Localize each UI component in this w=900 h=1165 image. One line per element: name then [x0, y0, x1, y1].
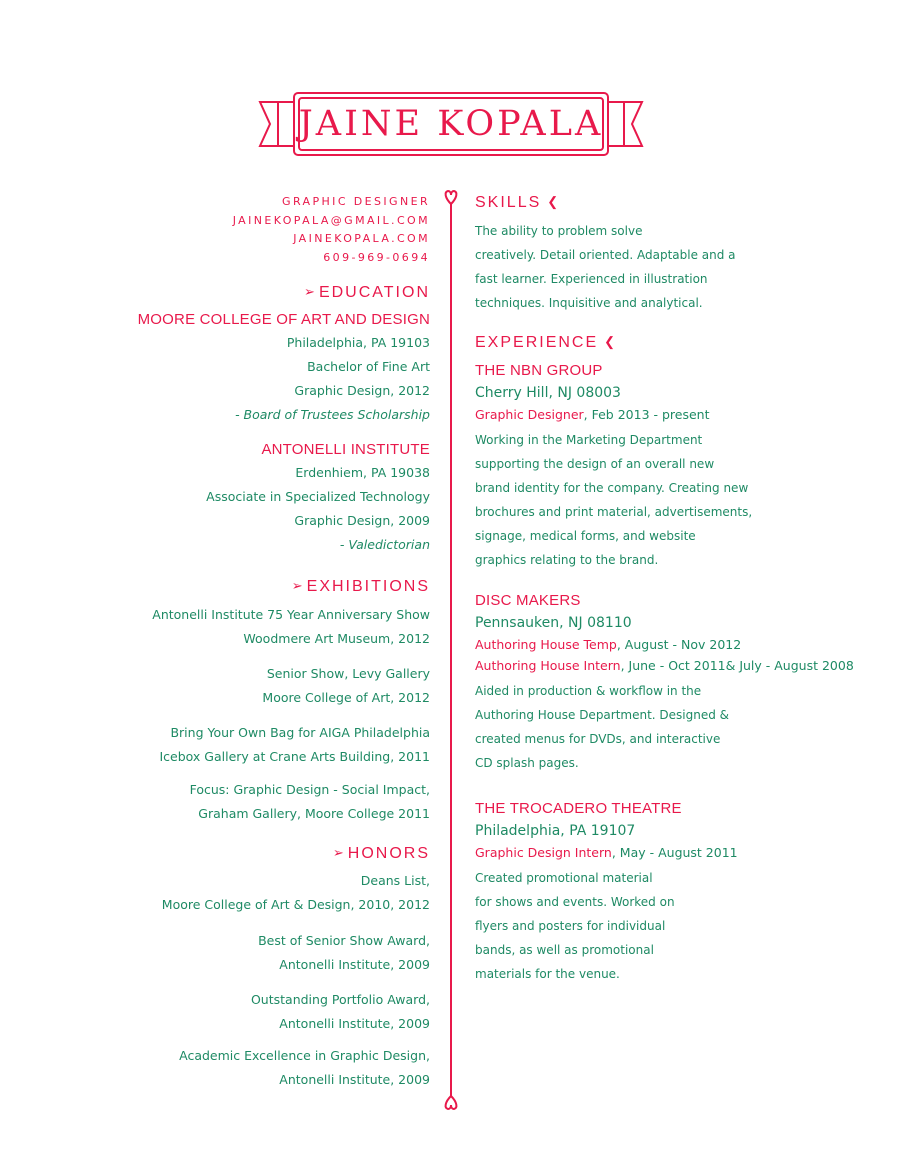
- job-role: Authoring House Temp, August - Nov 2012: [475, 637, 742, 652]
- center-divider: [443, 190, 459, 1110]
- text-line: Working in the Marketing Department: [475, 433, 703, 447]
- skills-text: [475, 219, 736, 315]
- contact-block: [233, 193, 430, 267]
- job-role: Graphic Designer, Feb 2013 - present: [475, 407, 710, 422]
- text-line: signage, medical forms, and website: [475, 529, 696, 543]
- honor-source: Antonelli Institute, 2009: [279, 957, 430, 972]
- exhibition-venue: Moore College of Art, 2012: [262, 690, 430, 705]
- company-location: Cherry Hill, NJ 08003: [475, 385, 621, 401]
- job-title: GRAPHIC DESIGNER: [282, 195, 430, 208]
- exhibition-title: Focus: Graphic Design - Social Impact,: [189, 782, 430, 797]
- job-role: Graphic Design Intern, May - August 2011: [475, 845, 738, 860]
- page-title: JAINE KOPALA: [298, 104, 604, 144]
- honor-title: Outstanding Portfolio Award,: [250, 992, 430, 1007]
- school-field: Graphic Design, 2012: [294, 383, 430, 398]
- honor-title: Deans List,: [360, 873, 430, 888]
- text-line: brochures and print material, advertisements,: [475, 505, 753, 519]
- arrow-left-icon: ❮: [604, 334, 616, 349]
- honor-title: Best of Senior Show Award,: [258, 933, 430, 948]
- exhibition-item: [262, 662, 430, 710]
- honor-item: [162, 869, 430, 917]
- exhibition-venue: Woodmere Art Museum, 2012: [243, 631, 430, 646]
- text-line: for shows and events. Worked on: [475, 895, 675, 909]
- name-banner: [258, 92, 644, 156]
- exhibition-title: Antonelli Institute 75 Year Anniversary Show: [152, 607, 430, 622]
- honor-source: Antonelli Institute, 2009: [279, 1072, 430, 1087]
- text-line: flyers and posters for individual: [475, 919, 666, 933]
- school-location: Erdenhiem, PA 19038: [295, 465, 430, 480]
- arrow-right-icon: ➢: [304, 284, 315, 299]
- education-heading: ➢ EDUCATION: [304, 284, 430, 301]
- job-entry: [475, 800, 738, 986]
- text-line: brand identity for the company. Creating new: [475, 481, 749, 495]
- phone-number: 609-969-0694: [323, 250, 430, 264]
- education-school: [206, 441, 430, 557]
- website-link[interactable]: JAINEKOPALA.COM: [293, 232, 430, 245]
- text-line: creatively. Detail oriented. Adaptable and a: [475, 248, 736, 262]
- company-name: THE TROCADERO THEATRE: [475, 800, 682, 817]
- text-line: techniques. Inquisitive and analytical.: [475, 296, 703, 310]
- text-line: fast learner. Experienced in illustration: [475, 272, 708, 286]
- exhibition-item: [159, 721, 430, 769]
- text-line: created menus for DVDs, and interactive: [475, 732, 721, 746]
- text-line: materials for the venue.: [475, 967, 620, 981]
- honor-item: [251, 988, 430, 1036]
- text-line: bands, as well as promotional: [475, 943, 654, 957]
- school-name: ANTONELLI INSTITUTE: [261, 441, 430, 458]
- text-line: The ability to problem solve: [475, 224, 643, 238]
- company-name: DISC MAKERS: [475, 592, 581, 609]
- school-field: Graphic Design, 2009: [294, 513, 430, 528]
- arrow-right-icon: ➢: [332, 845, 344, 860]
- job-role: Authoring House Intern, June - Oct 2011& July - August 2008: [475, 658, 854, 673]
- school-award: - Board of Trustees Scholarship: [235, 407, 430, 422]
- school-degree: Associate in Specialized Technology: [206, 489, 430, 504]
- school-degree: Bachelor of Fine Art: [307, 359, 430, 374]
- honor-title: Academic Excellence in Graphic Design,: [179, 1048, 430, 1063]
- text-line: Created promotional material: [475, 871, 653, 885]
- email-link[interactable]: JAINEKOPALA@GMAIL.COM: [232, 213, 430, 227]
- skills-heading: SKILLS ❮: [475, 194, 559, 211]
- exhibitions-heading: ➢ EXHIBITIONS: [291, 578, 430, 595]
- exhibition-venue: Icebox Gallery at Crane Arts Building, 2011: [159, 749, 430, 764]
- education-school: [138, 311, 430, 427]
- exhibition-item: [190, 778, 430, 826]
- exhibition-venue: Graham Gallery, Moore College 2011: [198, 806, 430, 821]
- text-line: graphics relating to the brand.: [475, 553, 659, 567]
- honor-source: Moore College of Art & Design, 2010, 2012: [161, 897, 430, 912]
- job-entry: [475, 362, 752, 572]
- company-location: Philadelphia, PA 19107: [475, 823, 636, 839]
- school-name: MOORE COLLEGE OF ART AND DESIGN: [137, 311, 430, 328]
- school-award: - Valedictorian: [339, 537, 430, 552]
- company-name: THE NBN GROUP: [475, 362, 603, 379]
- experience-heading: EXPERIENCE ❮: [475, 334, 616, 351]
- text-line: CD splash pages.: [475, 756, 579, 770]
- text-line: supporting the design of an overall new: [475, 457, 715, 471]
- arrow-left-icon: ❮: [547, 194, 559, 209]
- honor-source: Antonelli Institute, 2009: [279, 1016, 430, 1031]
- text-line: Aided in production & workflow in the: [475, 684, 702, 698]
- honors-heading: ➢ HONORS: [332, 845, 430, 862]
- honor-item: [179, 1044, 430, 1092]
- exhibition-title: Senior Show, Levy Gallery: [266, 666, 430, 681]
- school-location: Philadelphia, PA 19103: [286, 335, 430, 350]
- honor-item: [258, 929, 430, 977]
- company-location: Pennsauken, NJ 08110: [475, 615, 632, 631]
- exhibition-item: [152, 603, 430, 651]
- exhibition-title: Bring Your Own Bag for AIGA Philadelphia: [170, 725, 430, 740]
- arrow-right-icon: ➢: [291, 578, 303, 593]
- job-entry: [475, 592, 854, 775]
- text-line: Authoring House Department. Designed &: [475, 708, 730, 722]
